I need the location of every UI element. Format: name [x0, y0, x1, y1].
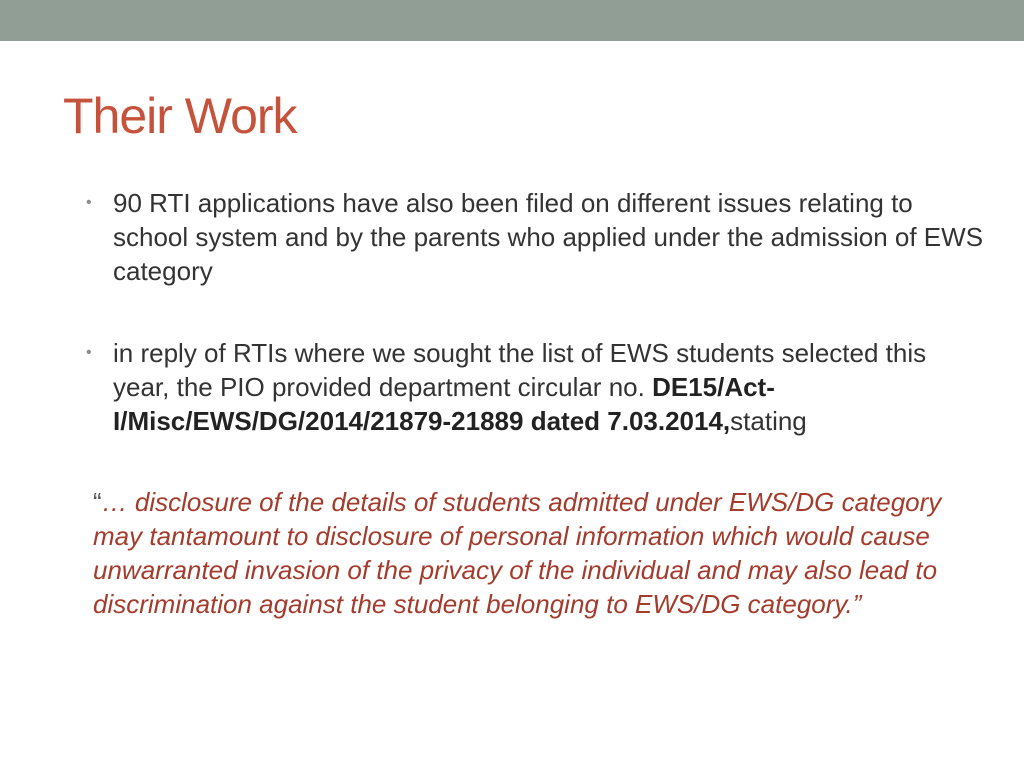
bullet-text: in reply of RTIs where we sought the list of EWS students selected this year, the PIO provided department circular no.	[113, 338, 927, 402]
bullet-text-tail: stating	[730, 406, 807, 436]
top-accent-bar	[0, 0, 1024, 41]
bullet-item-rti-reply	[86, 336, 986, 438]
quote-text: … disclosure of the details of students admitted under EWS/DG category may tantamount to disclosure of personal information which would cause unwarranted invasion of the privacy of the individual and may also lead to discrimination against the student belonging to EWS/DG category.”	[93, 487, 942, 619]
bullet-text: 90 RTI applications have also been filed on different issues relating to school system and by the parents who applied under the admission of EWS category	[113, 188, 984, 286]
open-quote-mark: “	[93, 487, 102, 517]
circular-reference: DE15/Act-I/Misc/EWS/DG/2014/21879-21889 dated 7.03.2014,	[113, 372, 775, 436]
bullet-item-rti-applications	[86, 186, 986, 288]
bullet-list	[86, 186, 986, 438]
bullet-icon: •	[86, 194, 92, 211]
quoted-statement	[93, 485, 993, 621]
slide-title: Their Work	[63, 88, 297, 144]
bullet-icon: •	[86, 344, 92, 361]
